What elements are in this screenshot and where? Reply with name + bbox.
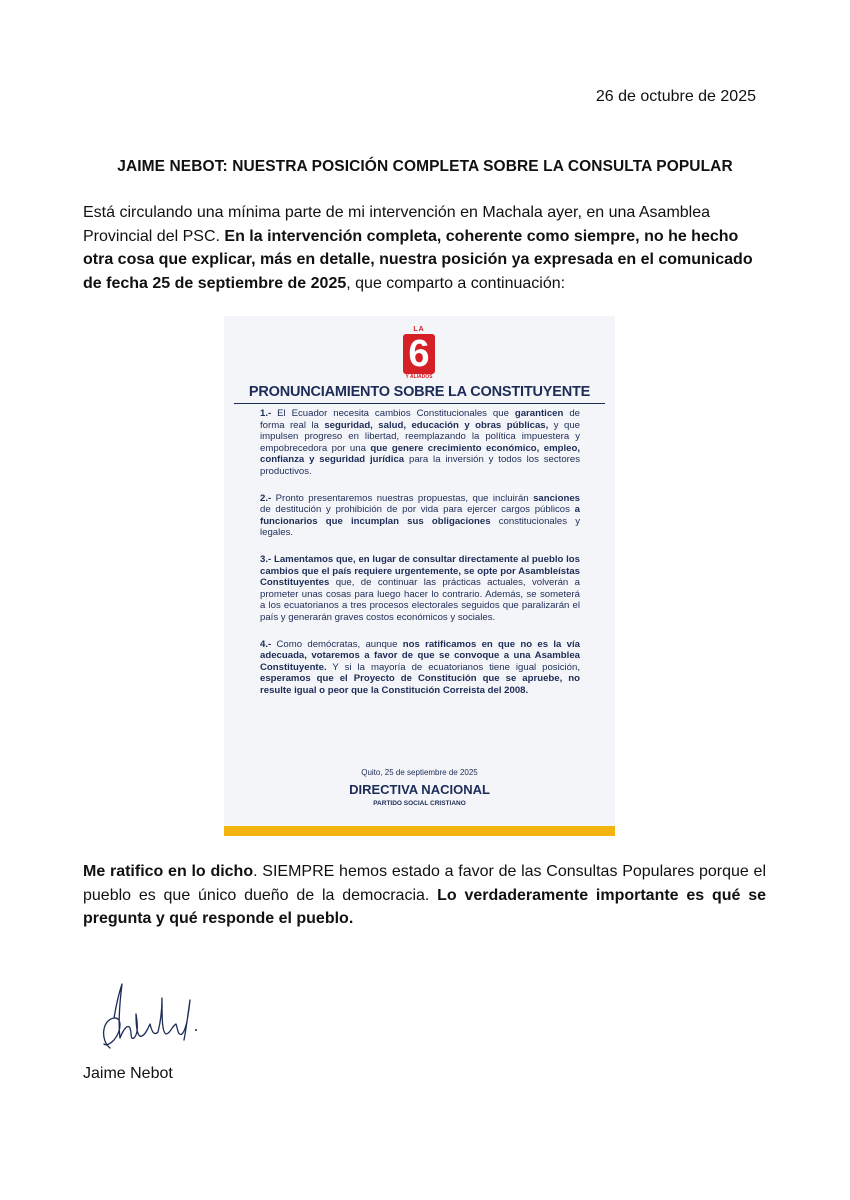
statement-yellow-bar	[224, 826, 615, 836]
item-bold: sanciones	[533, 492, 580, 504]
closing-bold-1: Me ratifico en lo dicho	[83, 863, 254, 880]
item-number: 3.-	[260, 553, 272, 565]
statement-party: PARTIDO SOCIAL CRISTIANO	[373, 800, 466, 807]
intro-text-bold: En la intervención completa, coherente como siempre, no he hecho otra cosa que explicar, más en detalle, nuestra posición ya expresada en el comunicado de fecha 25 de septiembre de 2025	[83, 227, 753, 292]
item-text: de forma real la	[260, 408, 580, 431]
item-text: Como demócratas, aunque	[271, 638, 403, 650]
intro-text-2: , que comparto a continuación:	[346, 274, 566, 292]
item-bold: esperamos que el Proyecto de Constitución que se apruebe, no resulte igual o peor que la Constitución Correista del 2008.	[260, 673, 580, 696]
statement-place-date: Quito, 25 de septiembre de 2025	[361, 768, 478, 777]
logo-top-text: LA	[413, 326, 425, 333]
signer-name: Jaime Nebot	[83, 1065, 173, 1082]
intro-text-1: Está circulando una mínima parte de mi intervención en Machala ayer, en una Asamblea Provincial del PSC.	[83, 204, 711, 245]
party-logo	[397, 328, 441, 384]
statement-body	[260, 408, 580, 711]
item-number: 2.-	[260, 492, 272, 504]
closing-paragraph	[83, 860, 766, 931]
item-text: Pronto presentaremos nuestras propuestas, que incluirán	[271, 492, 534, 504]
item-text: El Ecuador necesita cambios Constitucionales que	[271, 408, 515, 419]
closing-text: . SIEMPRE hemos estado a favor de las Consultas Populares porque el pueblo es que único dueño de la democracia.	[83, 863, 767, 904]
statement-item-1	[260, 408, 580, 478]
closing-bold-2: Lo verdaderamente importante es qué se pregunta y qué responde el pueblo.	[83, 886, 767, 927]
item-bold: a funcionarios que incumplan sus obligaciones	[260, 504, 580, 527]
statement-item-4	[260, 639, 580, 697]
logo-number: 6	[403, 334, 435, 374]
item-text: y que impulsen progreso en libertad, reemplazando la política impuestera y empobrecedora por una	[260, 419, 580, 454]
statement-item-3	[260, 554, 580, 624]
item-bold: seguridad, salud, educación y obras públicas,	[324, 419, 549, 431]
handwritten-signature	[92, 978, 202, 1058]
item-number: 4.-	[260, 638, 272, 650]
item-text: Y si la mayoría de ecuatorianos tiene igual posición,	[326, 661, 580, 673]
item-text: para la inversión y todos los sectores productivos.	[260, 454, 581, 477]
item-bold: nos ratificamos en que no es la vía adecuada, votaremos a favor de que se convoque a una Asamblea Constituyente.	[260, 638, 580, 673]
statement-signatory: DIRECTIVA NACIONAL	[349, 782, 490, 797]
statement-title: PRONUNCIAMIENTO SOBRE LA CONSTITUYENTE	[248, 384, 591, 400]
document-title: JAIME NEBOT: NUESTRA POSICIÓN COMPLETA SOBRE LA CONSULTA POPULAR	[117, 158, 733, 175]
item-bold: Lamentamos que, en lugar de consultar directamente al pueblo los cambios que el país requiere urgentemente, se opte por Asambleístas Constituyentes	[260, 553, 580, 589]
intro-paragraph	[83, 201, 766, 295]
item-number: 1.-	[260, 408, 272, 419]
item-bold: que genere crecimiento económico, empleo, confianza y seguridad jurídica	[260, 442, 580, 466]
item-text: constitucionales y legales.	[260, 515, 580, 539]
item-text: de destitución y prohibición de por vida para ejercer cargos públicos	[260, 504, 575, 516]
logo-bottom-text: Y ALIADOS	[405, 374, 433, 380]
item-text: que, de continuar las prácticas actuales, volverán a prometer unas cosas para luego hacer lo contrario. Además, se someterá a los ecuatorianos a tres procesos electorales seguidos que paralizarán el país y generarán graves costos económicos y sociales.	[260, 577, 580, 623]
document-date: 26 de octubre de 2025	[595, 88, 756, 105]
item-bold: garanticen	[514, 408, 564, 419]
embedded-statement-image	[224, 316, 615, 836]
statement-title-underline	[234, 403, 605, 404]
statement-item-2	[260, 493, 580, 539]
